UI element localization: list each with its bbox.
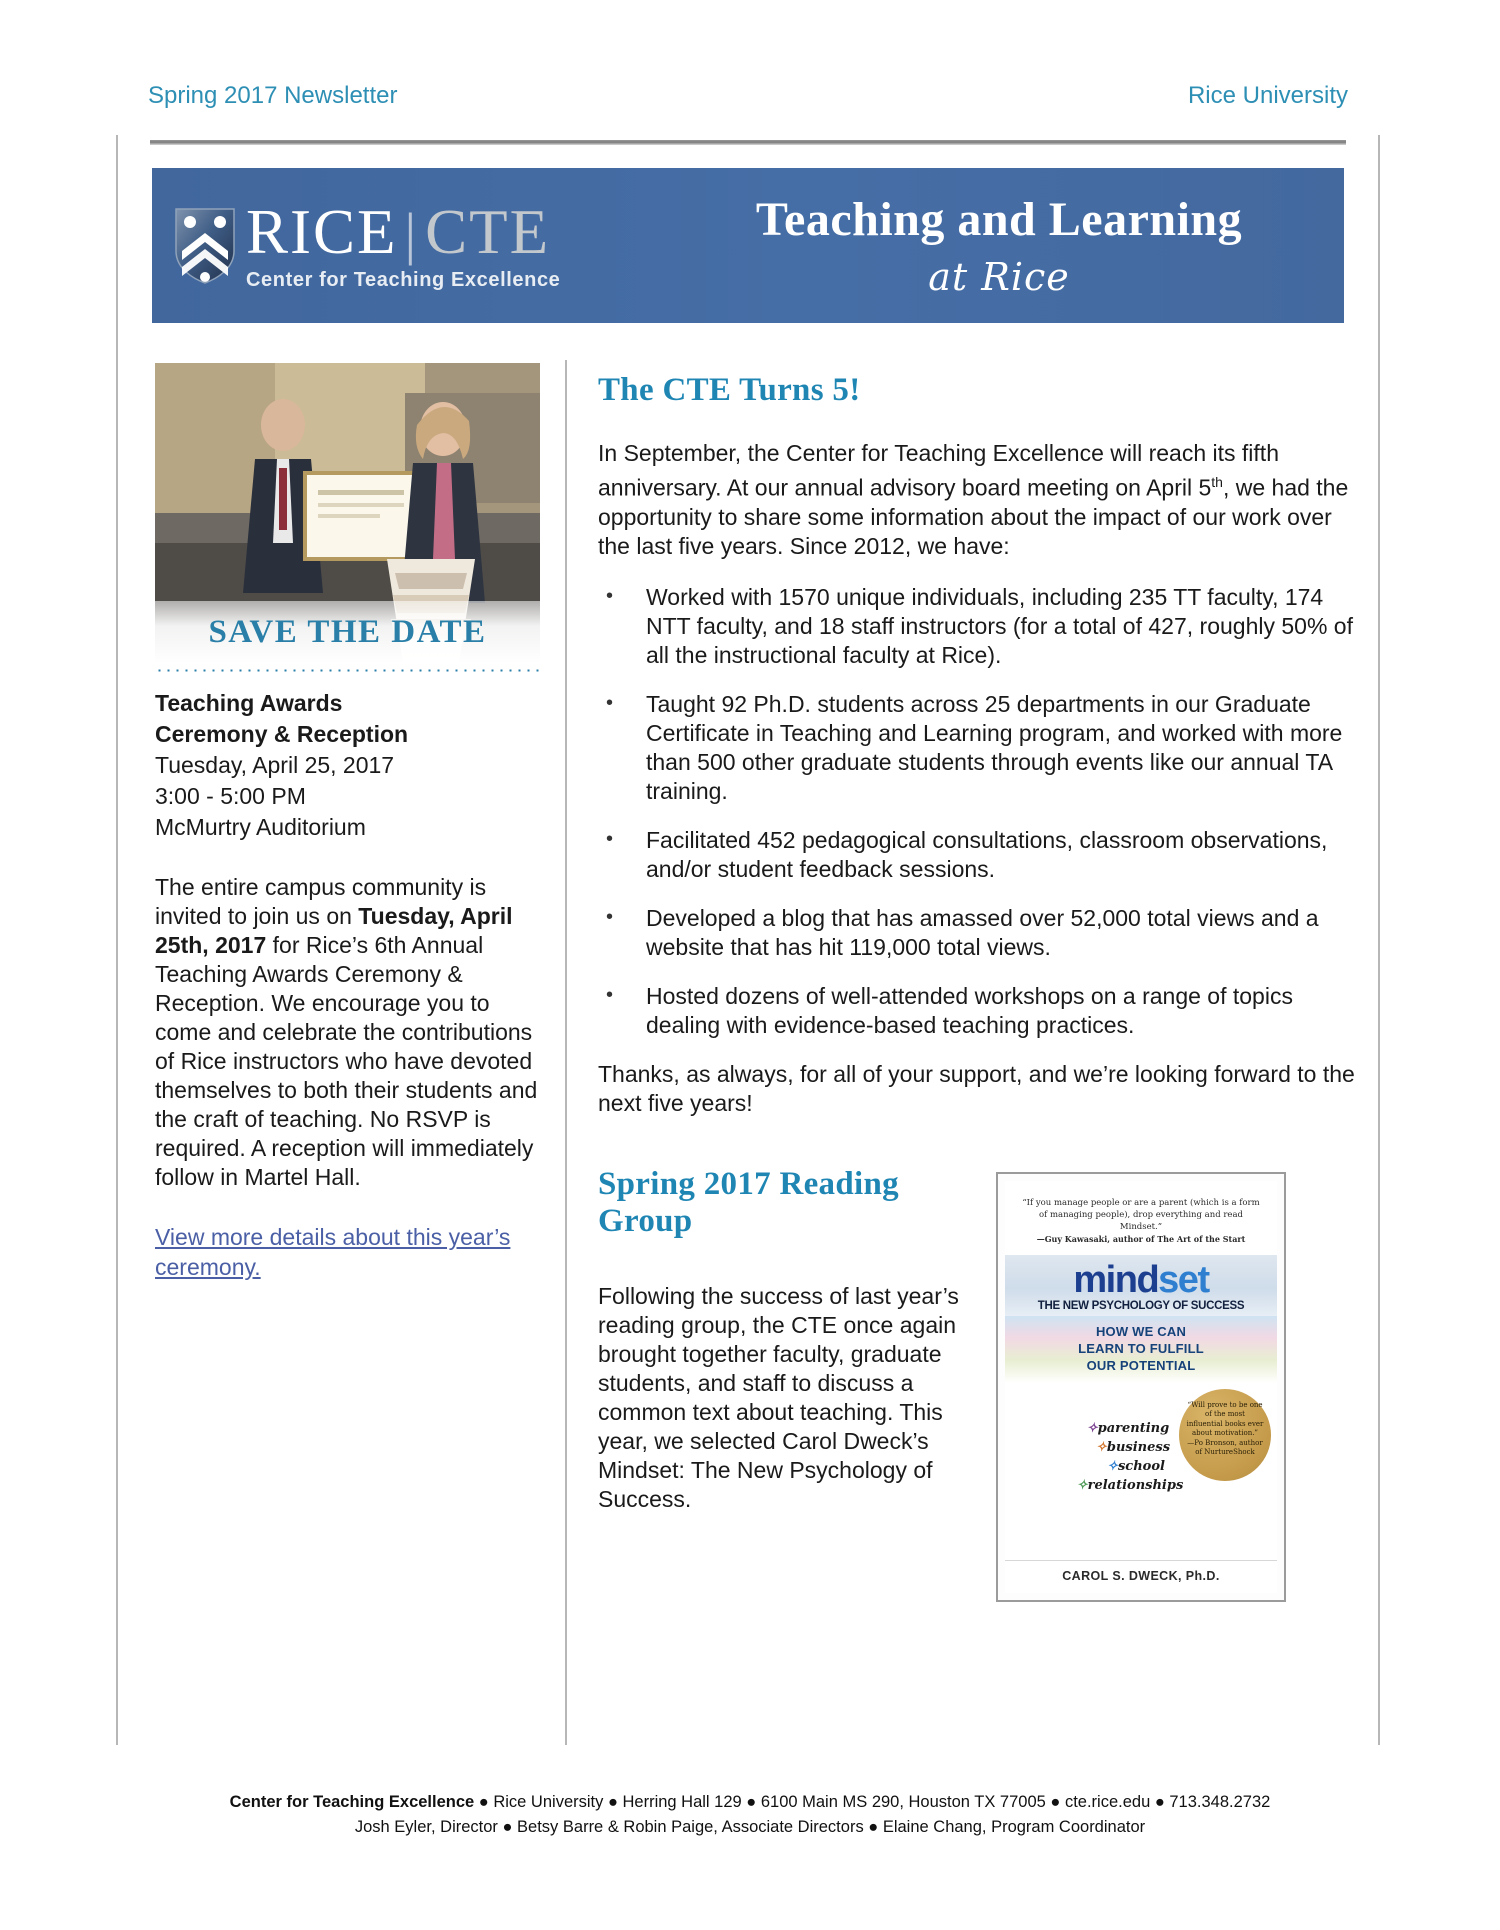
left-margin-rule bbox=[116, 135, 118, 1745]
book-tagline-line1: HOW WE CAN bbox=[1095, 1323, 1187, 1339]
star-icon: ✧ bbox=[1107, 1458, 1118, 1474]
footer-line-1 bbox=[0, 1790, 1500, 1815]
article-intro-ordinal: th bbox=[1211, 474, 1223, 490]
wordmark-subtitle: Center for Teaching Excellence bbox=[246, 269, 561, 291]
book-seal-quote: “Will prove to be one of the most influential books ever about motivation.” bbox=[1186, 1400, 1264, 1438]
dotted-divider bbox=[155, 669, 540, 672]
main-column bbox=[598, 372, 1358, 1602]
event-name-line2: Ceremony & Reception bbox=[155, 721, 409, 747]
book-title-band bbox=[1005, 1255, 1277, 1316]
list-item: • Hosted dozens of well-attended workshops on a range of topics dealing with evidence-based teaching practices. bbox=[598, 982, 1358, 1040]
event-location: McMurtry Auditorium bbox=[155, 814, 366, 840]
awards-ceremony-photo bbox=[155, 363, 540, 663]
accomplishments-list bbox=[598, 583, 1358, 1040]
list-item: • Developed a blog that has amassed over 52,000 total views and a website that has hit 119,000 total views. bbox=[598, 904, 1358, 962]
event-date: Tuesday, April 25, 2017 bbox=[155, 752, 395, 778]
book-title bbox=[1005, 1258, 1277, 1301]
banner-title bbox=[694, 192, 1344, 299]
sidebar-column bbox=[155, 363, 540, 1282]
institution-label: Rice University bbox=[1187, 82, 1348, 109]
book-title-dark: mind bbox=[1073, 1258, 1159, 1301]
book-topic: business bbox=[1106, 1439, 1171, 1455]
page-footer bbox=[0, 1790, 1500, 1840]
book-author: CAROL S. DWECK, Ph.D. bbox=[1005, 1560, 1277, 1593]
masthead-banner bbox=[152, 168, 1344, 323]
footer-org-name: Center for Teaching Excellence bbox=[229, 1793, 475, 1811]
reading-group-heading bbox=[598, 1166, 968, 1240]
save-the-date-overlay bbox=[155, 601, 540, 663]
event-description-part2: for Rice’s 6th Annual Teaching Awards Ceremony & Reception. We encourage you to come and celebrate the contributions of Rice instructors who have devoted themselves to both their students and the craft of teaching. No RSVP is required. A reception will immediately follow in Martel Hall. bbox=[155, 932, 538, 1190]
star-icon: ✧ bbox=[1076, 1477, 1088, 1493]
banner-title-line1: Teaching and Learning bbox=[755, 193, 1243, 246]
book-blurb-attribution: —Guy Kawasaki, author of The Art of the Start bbox=[1036, 1233, 1246, 1244]
event-details bbox=[155, 688, 540, 843]
rice-shield-icon bbox=[174, 207, 236, 285]
book-tagline-line3: OUR POTENTIAL bbox=[1086, 1357, 1196, 1373]
article-intro bbox=[598, 439, 1358, 561]
footer-line-2: Josh Eyler, Director ● Betsy Barre & Robin Paige, Associate Directors ● Elaine Chang, Program Coordinator bbox=[354, 1818, 1146, 1836]
reading-group-heading-line2: Group bbox=[598, 1202, 693, 1239]
ceremony-details-link[interactable]: View more details about this year’s ceremony. bbox=[155, 1224, 511, 1280]
reading-group-text bbox=[598, 1166, 968, 1602]
book-title-light: set bbox=[1158, 1258, 1209, 1301]
book-middle-area bbox=[1005, 1383, 1277, 1560]
article-intro-part-a: In September, the Center for Teaching Excellence will reach its fifth anniversary. At our annual advisory board meeting on April 5 bbox=[598, 440, 1279, 501]
mindset-book-cover bbox=[996, 1172, 1286, 1602]
wordmark-divider: | bbox=[404, 201, 419, 266]
column-divider-rule bbox=[565, 360, 567, 1745]
article-closing: Thanks, as always, for all of your support, and we’re looking forward to the next five years! bbox=[598, 1060, 1355, 1116]
page-header bbox=[148, 82, 1348, 110]
footer-contact-info: ● Rice University ● Herring Hall 129 ● 6100 Main MS 290, Houston TX 77005 ● cte.rice.edu ● 713.348.2732 bbox=[474, 1793, 1271, 1811]
event-description-part1: The entire campus community is invited to join us on bbox=[155, 874, 487, 929]
event-description-bold: Tuesday, April 25th, 2017 bbox=[155, 903, 513, 958]
book-topic: parenting bbox=[1097, 1420, 1170, 1436]
rice-cte-logo bbox=[152, 197, 694, 291]
star-icon: ✧ bbox=[1095, 1439, 1107, 1455]
book-blurb-quote: “If you manage people or are a parent (which is a form of managing people), drop everything and read Mindset.” bbox=[1022, 1197, 1260, 1232]
save-the-date-text: SAVE THE DATE bbox=[208, 613, 487, 650]
list-item: • Worked with 1570 unique individuals, including 235 TT faculty, 174 NTT faculty, and 18 staff instructors (for a total of 427, roughly 50% of all the instructional faculty at Rice). bbox=[598, 583, 1358, 670]
book-tagline-line2: LEARN TO FULFILL bbox=[1078, 1340, 1204, 1356]
wordmark-rice: RICE bbox=[246, 197, 398, 267]
book-topic: school bbox=[1117, 1458, 1165, 1474]
newsletter-issue-label: Spring 2017 Newsletter bbox=[148, 82, 398, 109]
book-award-seal bbox=[1179, 1389, 1271, 1481]
book-blurb bbox=[1005, 1181, 1277, 1255]
event-name-line1: Teaching Awards bbox=[155, 690, 343, 716]
book-seal-attribution: —Po Bronson, author of NurtureShock bbox=[1187, 1438, 1263, 1457]
book-subtitle: THE NEW PSYCHOLOGY OF SUCCESS bbox=[1037, 1299, 1245, 1312]
star-icon: ✧ bbox=[1086, 1420, 1098, 1436]
book-topic: relationships bbox=[1087, 1477, 1184, 1493]
list-item: • Facilitated 452 pedagogical consultations, classroom observations, and/or student feedback sessions. bbox=[598, 826, 1358, 884]
reading-group-body: Following the success of last year’s reading group, the CTE once again brought together faculty, graduate students, and staff to discuss a common text about teaching. This year, we selected Carol Dweck’s Mindset: The New Psychology of Success. bbox=[598, 1282, 959, 1512]
book-tagline bbox=[1005, 1316, 1277, 1383]
reading-group-section bbox=[598, 1166, 1358, 1602]
article-intro-part-b: , we had the opportunity to share some information about the impact of our work over the last five years. Since 2012, we have: bbox=[598, 474, 1349, 559]
right-margin-rule bbox=[1378, 135, 1380, 1745]
event-time: 3:00 - 5:00 PM bbox=[155, 783, 306, 809]
event-description bbox=[155, 873, 540, 1192]
wordmark-cte: CTE bbox=[425, 197, 551, 267]
cte-wordmark bbox=[246, 197, 562, 291]
article-heading: The CTE Turns 5! bbox=[598, 372, 861, 408]
reading-group-heading-line1: Spring 2017 Reading bbox=[598, 1165, 899, 1202]
header-divider-rule bbox=[150, 140, 1346, 145]
banner-title-line2: at Rice bbox=[928, 255, 1070, 299]
list-item: • Taught 92 Ph.D. students across 25 departments in our Graduate Certificate in Teaching and Learning program, and worked with more than 500 other graduate students through events like our annual TA training. bbox=[598, 690, 1358, 806]
